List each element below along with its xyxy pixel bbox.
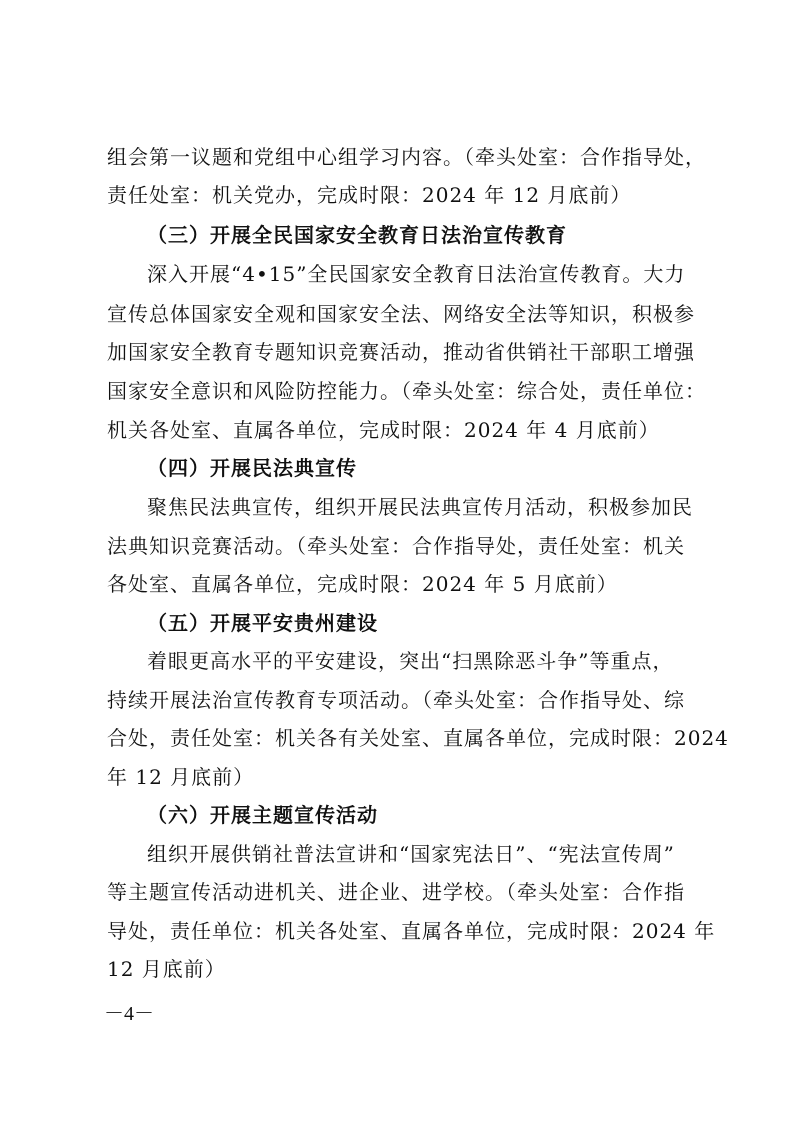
section-heading-5: （五）开展平安贵州建设 bbox=[147, 611, 378, 635]
body-text-line: 宣传总体国家安全观和国家安全法、网络安全法等知识，积极参 bbox=[107, 302, 695, 326]
body-text-line: 着眼更高水平的平安建设，突出“扫黑除恶斗争”等重点， bbox=[147, 649, 674, 673]
body-text-line: 聚焦民法典宣传，组织开展民法典宣传月活动，积极参加民 bbox=[147, 495, 693, 519]
body-text-line: 组织开展供销社普法宣讲和“国家宪法日”、“宪法宣传周” bbox=[147, 842, 675, 866]
body-text-line: 法典知识竞赛活动。（牵头处室：合作指导处，责任处室：机关 bbox=[107, 534, 685, 558]
section-heading-4: （四）开展民法典宣传 bbox=[147, 456, 357, 480]
body-text-line: 组会第一议题和党组中心组学习内容。（牵头处室：合作指导处， bbox=[107, 145, 706, 169]
body-text-line: 机关各处室、直属各单位，完成时限：2024 年 4 月底前） bbox=[107, 418, 660, 442]
section-heading-6: （六）开展主题宣传活动 bbox=[147, 803, 378, 827]
body-text-line: 等主题宣传活动进机关、进企业、进学校。（牵头处室：合作指 bbox=[107, 880, 685, 904]
body-text-line: 加国家安全教育专题知识竞赛活动，推动省供销社干部职工增强 bbox=[107, 340, 695, 364]
body-text-line: 导处，责任单位：机关各处室、直属各单位，完成时限：2024 年 bbox=[107, 919, 716, 943]
body-text-line: 12 月底前） bbox=[107, 957, 226, 981]
body-text-line: 持续开展法治宣传教育专项活动。（牵头处室：合作指导处、综 bbox=[107, 688, 685, 712]
body-text-line: 合处，责任处室：机关各有关处室、直属各单位，完成时限：2024 bbox=[107, 726, 729, 750]
body-text-line: 深入开展“4•15”全民国家安全教育日法治宣传教育。大力 bbox=[147, 262, 686, 286]
page-number: －4－ bbox=[104, 1003, 154, 1025]
body-text-line: 责任处室：机关党办，完成时限：2024 年 12 月底前） bbox=[107, 183, 632, 207]
body-text-line: 年 12 月底前） bbox=[107, 765, 255, 789]
section-heading-3: （三）开展全民国家安全教育日法治宣传教育 bbox=[147, 223, 567, 247]
body-text-line: 各处室、直属各单位，完成时限：2024 年 5 月底前） bbox=[107, 572, 618, 596]
body-text-line: 国家安全意识和风险防控能力。（牵头处室：综合处，责任单位： bbox=[107, 379, 706, 403]
